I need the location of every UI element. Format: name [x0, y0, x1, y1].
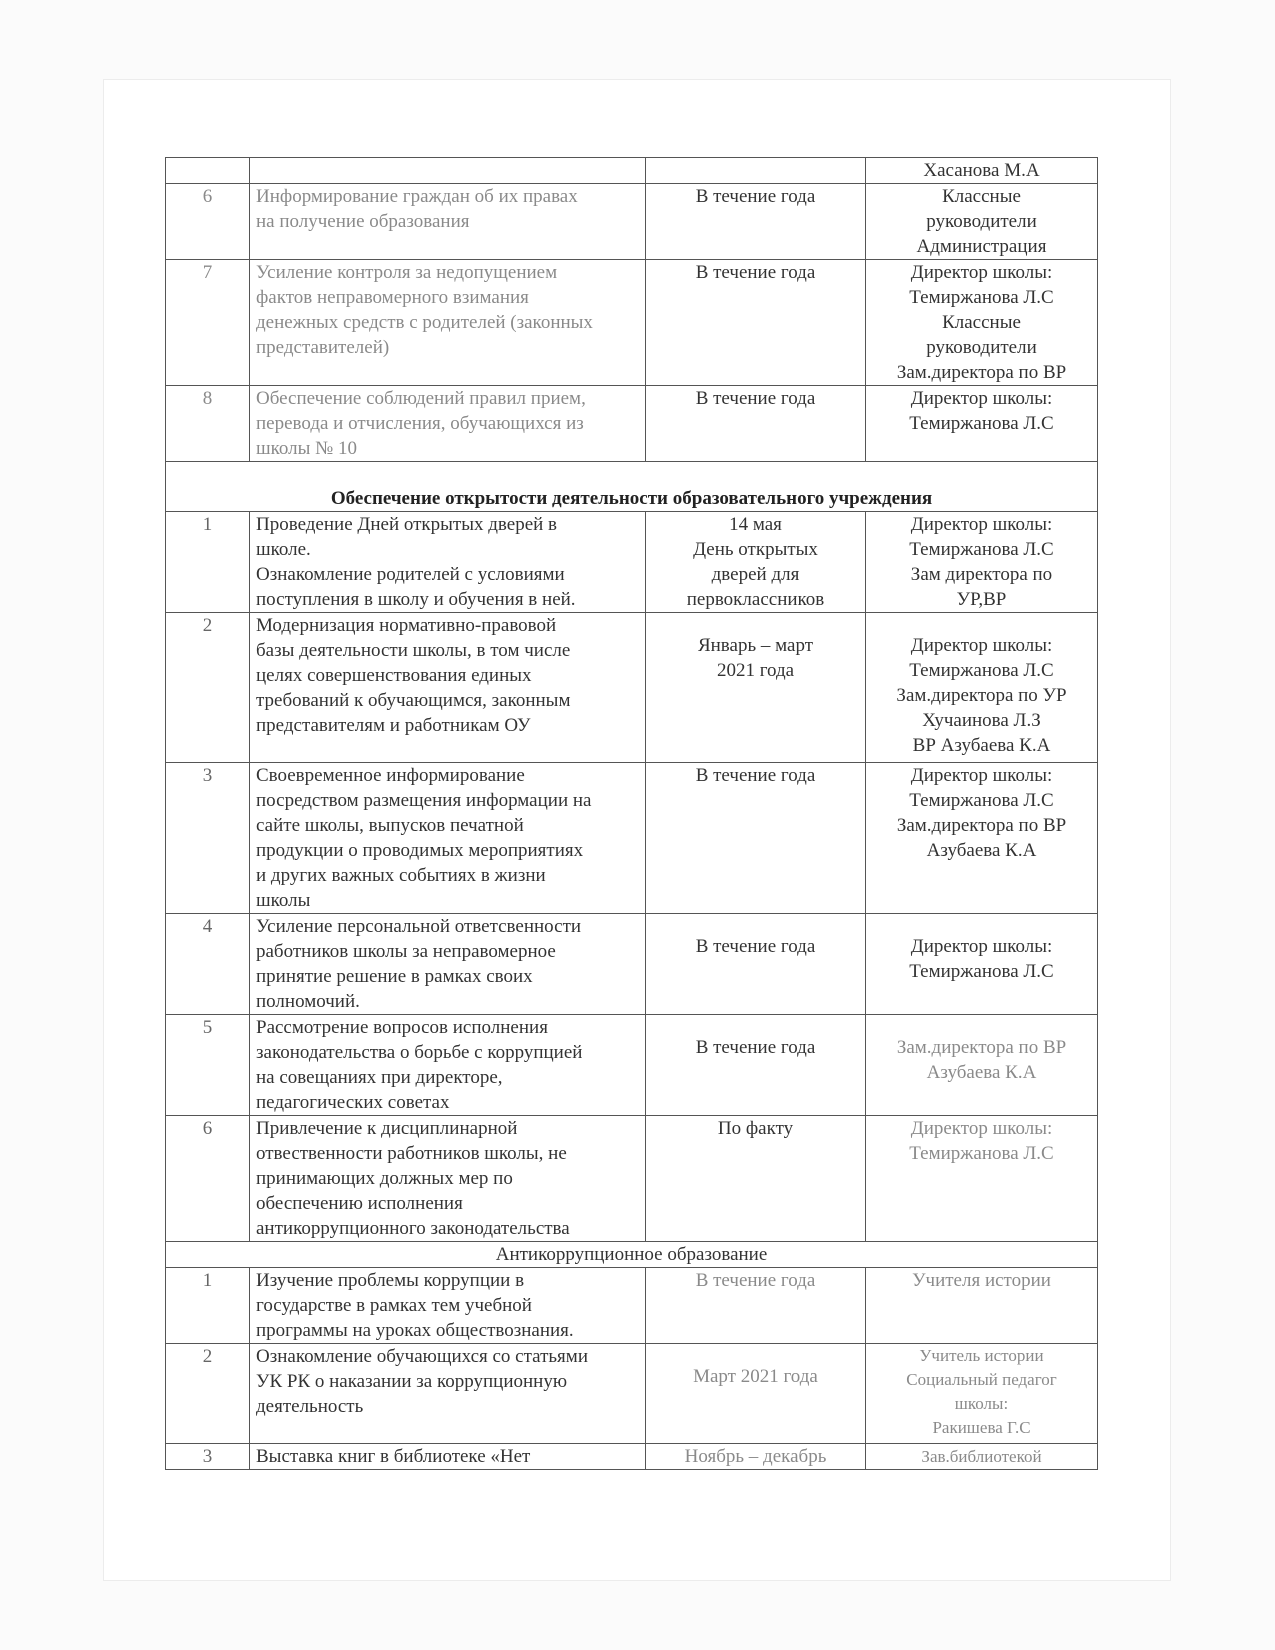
event-line: школы № 10: [256, 438, 358, 459]
event-line: целях совершенствования единых: [256, 665, 532, 686]
event-cell: [250, 613, 646, 763]
responsible-line: Социальный педагог: [906, 1370, 1057, 1389]
event-line: и других важных событиях в жизни: [256, 865, 546, 886]
term-cell: [646, 1116, 866, 1242]
event-cell: [250, 386, 646, 462]
event-line: требований к обучающимся, законным: [256, 690, 571, 711]
responsible-cell: [866, 1116, 1098, 1242]
section-title: Антикоррупционное образование: [166, 1242, 1098, 1268]
event-line: принятие решение в рамках своих: [256, 966, 533, 987]
event-line: отвественности работников школы, не: [256, 1143, 567, 1164]
event-cell: [250, 1015, 646, 1116]
event-line: Рассмотрение вопросов исполнения: [256, 1017, 548, 1038]
responsible-cell: [866, 1444, 1098, 1470]
responsible-line: УР,ВР: [956, 589, 1007, 610]
responsible-cell: [866, 184, 1098, 260]
event-cell: [250, 914, 646, 1015]
responsible-line: Хучаинова Л.З: [922, 710, 1041, 731]
event-line: Информирование граждан об их правах: [256, 186, 578, 207]
term-line: 2021 года: [716, 660, 795, 681]
term-cell: [646, 914, 866, 1015]
responsible-line: Ракишева Г.С: [932, 1418, 1031, 1437]
table-row: [166, 914, 1098, 1015]
term-line: В течение года: [695, 262, 816, 283]
term-cell: [646, 1268, 866, 1344]
term-cell: [646, 184, 866, 260]
responsible-line: руководители: [926, 337, 1037, 358]
row-number: 1: [166, 1268, 250, 1344]
event-cell: [250, 158, 646, 184]
table-row: [166, 1015, 1098, 1116]
table-row: [166, 613, 1098, 763]
term-line: День открытых: [693, 539, 818, 560]
event-line: Изучение проблемы коррупции в: [256, 1270, 525, 1291]
row-number: 4: [166, 914, 250, 1015]
responsible-line: Классные: [942, 186, 1021, 207]
term-cell: [646, 1015, 866, 1116]
event-line: представителям и работникам ОУ: [256, 715, 531, 736]
responsible-line: Азубаева К.А: [926, 840, 1037, 861]
term-cell: [646, 386, 866, 462]
term-line: Март 2021 года: [693, 1366, 818, 1387]
responsible-line: Директор школы:: [910, 765, 1053, 786]
term-line: В течение года: [695, 765, 816, 786]
responsible-line: Зам.директора по ВР: [896, 815, 1067, 836]
term-line: Ноябрь – декабрь: [684, 1446, 827, 1467]
responsible-line: Директор школы:: [910, 635, 1053, 656]
row-number: 3: [166, 763, 250, 914]
event-line: государстве в рамках тем учебной: [256, 1295, 532, 1316]
responsible-cell: [866, 386, 1098, 462]
row-number: 2: [166, 1344, 250, 1444]
term-line: 14 мая: [729, 514, 782, 535]
event-cell: [250, 1116, 646, 1242]
event-line: работников школы за неправомерное: [256, 941, 556, 962]
responsible-cell: [866, 763, 1098, 914]
event-line: Модернизация нормативно-правовой: [256, 615, 557, 636]
term-line: В течение года: [695, 1037, 816, 1058]
event-line: перевода и отчисления, обучающихся из: [256, 413, 584, 434]
responsible-line: Азубаева К.А: [926, 1062, 1037, 1083]
table-row: [166, 1444, 1098, 1470]
term-line: В течение года: [695, 936, 816, 957]
responsible-cell: [866, 260, 1098, 386]
event-cell: [250, 763, 646, 914]
event-line: Усиление персональной ответсвенности: [256, 916, 582, 937]
table-row: [166, 512, 1098, 613]
event-line: представителей): [256, 337, 390, 358]
row-number: 3: [166, 1444, 250, 1470]
event-line: Проведение Дней открытых дверей в: [256, 514, 558, 535]
row-number: 5: [166, 1015, 250, 1116]
section-row: [166, 1242, 1098, 1268]
anticorruption-plan-table: [165, 157, 1098, 1470]
event-line: принимающих должных мер по: [256, 1168, 513, 1189]
event-line: Усиление контроля за недопущением: [256, 262, 558, 283]
table-row: [166, 184, 1098, 260]
responsible-line: Учитель истории: [919, 1346, 1044, 1365]
event-line: денежных средств с родителей (законных: [256, 312, 593, 333]
section-row: [166, 462, 1098, 512]
responsible-line: Классные: [942, 312, 1021, 333]
responsible-cell: [866, 914, 1098, 1015]
event-line: сайте школы, выпусков печатной: [256, 815, 524, 836]
table-row: [166, 1344, 1098, 1444]
event-cell: [250, 512, 646, 613]
event-line: школы: [256, 890, 311, 911]
table-row: [166, 386, 1098, 462]
section-title: Обеспечение открытости деятельности образовательного учреждения: [166, 462, 1098, 512]
responsible-line: ВР Азубаева К.А: [912, 735, 1051, 756]
term-cell: [646, 613, 866, 763]
responsible-line: Учителя истории: [912, 1270, 1051, 1291]
responsible-line: Темиржанова Л.С: [909, 539, 1054, 560]
term-cell: [646, 158, 866, 184]
responsible-line: Директор школы:: [910, 936, 1053, 957]
term-line: В течение года: [695, 1270, 816, 1291]
event-cell: [250, 1268, 646, 1344]
responsible-line: Темиржанова Л.С: [909, 1143, 1054, 1164]
event-line: на получение образования: [256, 211, 470, 232]
event-line: Выставка книг в библиотеке «Нет: [256, 1446, 531, 1467]
event-line: посредством размещения информации на: [256, 790, 592, 811]
table-row: [166, 260, 1098, 386]
term-line: В течение года: [695, 186, 816, 207]
row-number: 7: [166, 260, 250, 386]
responsible-line: Зам.директора по ВР: [896, 362, 1067, 383]
event-line: педагогических советах: [256, 1092, 450, 1113]
event-cell: [250, 1344, 646, 1444]
responsible-line: Темиржанова Л.С: [909, 413, 1054, 434]
responsible-line: Темиржанова Л.С: [909, 790, 1054, 811]
responsible-cell: [866, 1344, 1098, 1444]
event-line: на совещаниях при директоре,: [256, 1067, 503, 1088]
event-line: продукции о проводимых мероприятиях: [256, 840, 584, 861]
responsible-line: Темиржанова Л.С: [909, 961, 1054, 982]
event-line: полномочий.: [256, 991, 360, 1012]
event-line: Своевременное информирование: [256, 765, 525, 786]
responsible-cell: [866, 158, 1098, 184]
responsible-line: Хасанова М.А: [923, 160, 1040, 181]
term-line: дверей для: [711, 564, 800, 585]
event-cell: [250, 184, 646, 260]
responsible-cell: [866, 613, 1098, 763]
row-number: 1: [166, 512, 250, 613]
row-number: 2: [166, 613, 250, 763]
event-line: обеспечению исполнения: [256, 1193, 463, 1214]
responsible-cell: [866, 512, 1098, 613]
term-cell: [646, 1344, 866, 1444]
event-line: деятельность: [256, 1396, 364, 1417]
event-line: УК РК о наказании за коррупционную: [256, 1371, 568, 1392]
table-row: [166, 1116, 1098, 1242]
responsible-line: Зав.библиотекой: [921, 1447, 1042, 1466]
responsible-line: Зам директора по: [910, 564, 1053, 585]
responsible-cell: [866, 1268, 1098, 1344]
term-cell: [646, 1444, 866, 1470]
responsible-line: школы:: [954, 1394, 1009, 1413]
responsible-line: руководители: [926, 211, 1037, 232]
event-line: школе.: [256, 539, 311, 560]
responsible-line: Директор школы:: [910, 514, 1053, 535]
term-cell: [646, 512, 866, 613]
event-line: антикоррупционного законодательства: [256, 1218, 570, 1239]
responsible-line: Директор школы:: [910, 388, 1053, 409]
event-line: программы на уроках обществознания.: [256, 1320, 574, 1341]
term-cell: [646, 763, 866, 914]
event-line: Ознакомление обучающихся со статьями: [256, 1346, 588, 1367]
term-line: По факту: [717, 1118, 794, 1139]
responsible-line: Директор школы:: [910, 262, 1053, 283]
row-number: 6: [166, 1116, 250, 1242]
event-line: фактов неправомерного взимания: [256, 287, 529, 308]
responsible-line: Зам.директора по ВР: [896, 1037, 1067, 1058]
responsible-line: Администрация: [916, 236, 1047, 257]
event-line: базы деятельности школы, в том числе: [256, 640, 571, 661]
event-cell: [250, 1444, 646, 1470]
table-row: [166, 1268, 1098, 1344]
event-line: законодательства о борьбе с коррупцией: [256, 1042, 583, 1063]
responsible-line: Темиржанова Л.С: [909, 660, 1054, 681]
event-line: Привлечение к дисциплинарной: [256, 1118, 518, 1139]
term-line: В течение года: [695, 388, 816, 409]
event-cell: [250, 260, 646, 386]
responsible-line: Зам.директора по УР: [896, 685, 1067, 706]
table-row: [166, 158, 1098, 184]
term-cell: [646, 260, 866, 386]
row-number: 8: [166, 386, 250, 462]
table-row: [166, 763, 1098, 914]
responsible-line: Директор школы:: [910, 1118, 1053, 1139]
responsible-cell: [866, 1015, 1098, 1116]
term-line: первоклассников: [686, 589, 825, 610]
responsible-line: Темиржанова Л.С: [909, 287, 1054, 308]
row-number: [166, 158, 250, 184]
row-number: 6: [166, 184, 250, 260]
event-line: Обеспечение соблюдений правил прием,: [256, 388, 586, 409]
event-line: поступления в школу и обучения в ней.: [256, 589, 576, 610]
event-line: Ознакомление родителей с условиями: [256, 564, 565, 585]
term-line: Январь – март: [697, 635, 814, 656]
